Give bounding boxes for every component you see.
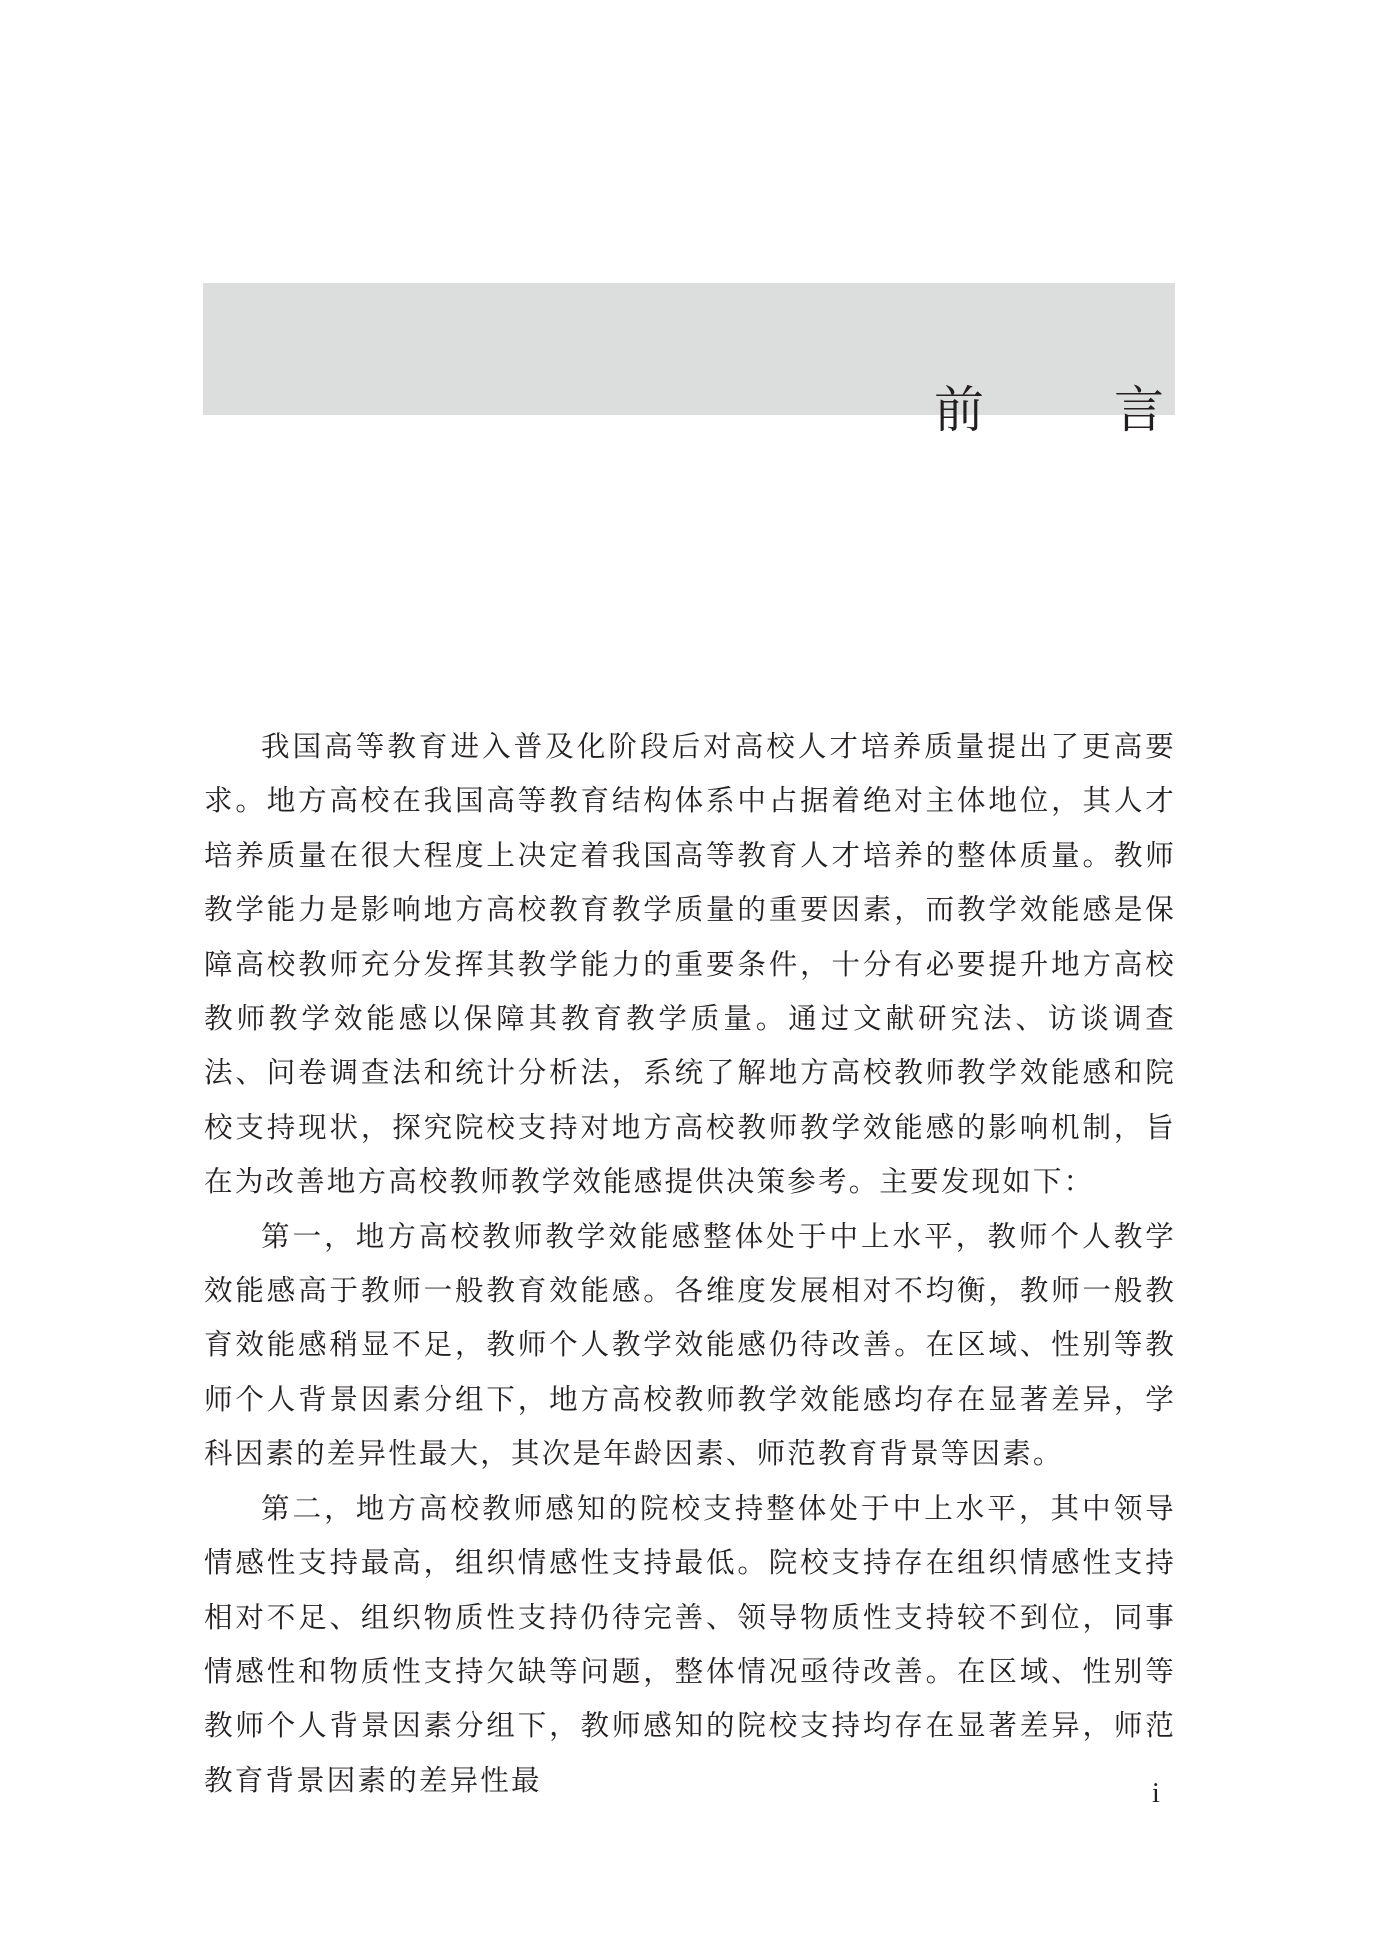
- paragraph-intro: 我国高等教育进入普及化阶段后对高校人才培养质量提出了更高要求。地方高校在我国高等教育结构体系中占据着绝对主体地位，其人才培养质量在很大程度上决定着我国高等教育人才培养的整体质量。教师教学能力是影响地方高校教育教学质量的重要因素，而教学效能感是保障高校教师充分发挥其教学能力的重要条件，十分有必要提升地方高校教师教学效能感以保障其教育教学质量。通过文献研究法、访谈调查法、问卷调查法和统计分析法，系统了解地方高校教师教学效能感和院校支持现状，探究院校支持对地方高校教师教学效能感的影响机制，旨在为改善地方高校教师教学效能感提供决策参考。主要发现如下：: [204, 730, 1176, 1199]
- page-title: 前 言: [934, 381, 1204, 439]
- page-number: i: [1152, 1778, 1160, 1809]
- paragraph-finding-2: 第二，地方高校教师感知的院校支持整体处于中上水平，其中领导情感性支持最高，组织情感性支持最低。院校支持存在组织情感性支持相对不足、组织物质性支持仍待完善、领导物质性支持较不到位，同事情感性和物质性支持欠缺等问题，整体情况亟待改善。在区域、性别等教师个人背景因素分组下，教师感知的院校支持均存在显著差异，师范教育背景因素的差异性最: [204, 1491, 1176, 1797]
- paragraph-finding-1: 第一，地方高校教师教学效能感整体处于中上水平，教师个人教学效能感高于教师一般教育效能感。各维度发展相对不均衡，教师一般教育效能感稍显不足，教师个人教学效能感仍待改善。在区域、性别等教师个人背景因素分组下，地方高校教师教学效能感均存在显著差异，学科因素的差异性最大，其次是年龄因素、师范教育背景等因素。: [204, 1219, 1176, 1471]
- body-text: [204, 720, 1176, 1808]
